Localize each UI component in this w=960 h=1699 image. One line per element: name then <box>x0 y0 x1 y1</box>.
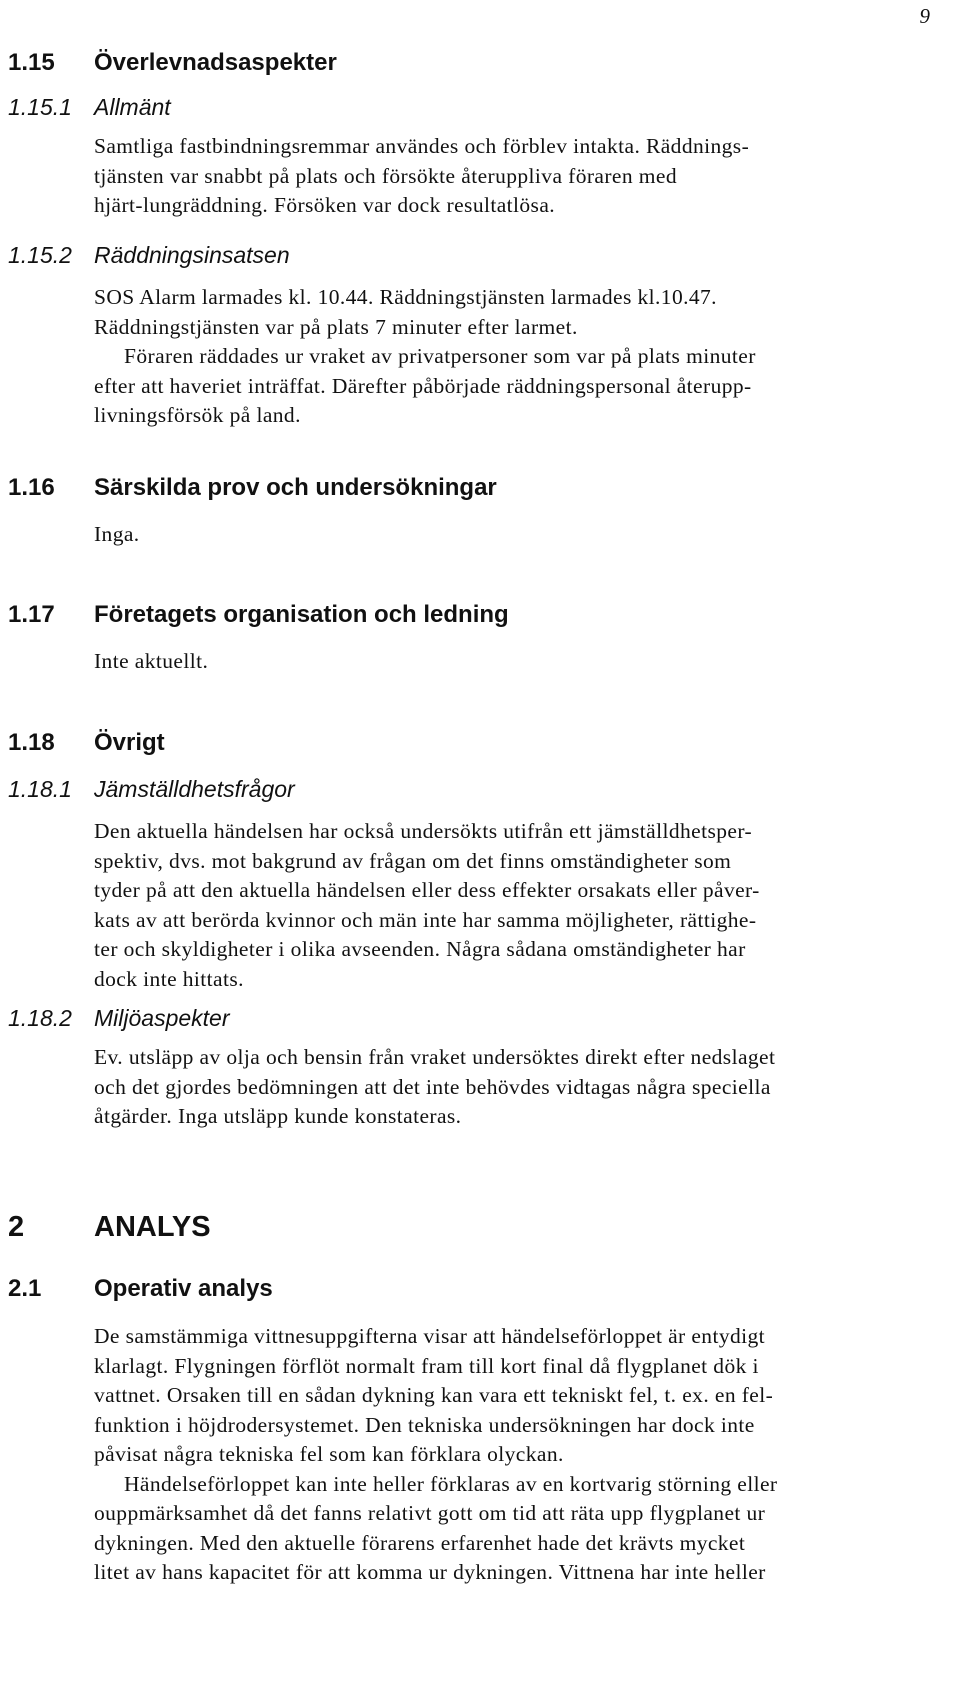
section-number: 2.1 <box>8 1275 42 1302</box>
paragraph-foretagets-organisation <box>94 647 938 677</box>
heading-1-16 <box>8 473 497 503</box>
heading-1-15 <box>8 48 337 78</box>
section-title: Övrigt <box>94 729 165 756</box>
text-line: dykningen. Med den aktuelle förarens erfarenhet hade det krävts mycket <box>94 1530 746 1555</box>
paragraph-sarskilda-prov <box>94 520 938 550</box>
section-number: 1.15 <box>8 49 55 76</box>
section-title: Särskilda prov och undersökningar <box>94 474 497 501</box>
section-title: Överlevnadsaspekter <box>94 49 337 76</box>
text-line: Inte aktuellt. <box>94 649 209 673</box>
text-line: spektiv, dvs. mot bakgrund av frågan om det finns omständigheter som <box>94 848 732 873</box>
section-number: 1.15.2 <box>8 242 72 268</box>
page-number: 9 <box>919 4 930 28</box>
section-title: ANALYS <box>94 1211 211 1243</box>
text-line: hjärt-lungräddning. Försöken var dock resultatlösa. <box>94 193 556 217</box>
paragraph-operativ-analys <box>94 1322 938 1588</box>
section-title: Räddningsinsatsen <box>94 242 290 268</box>
text-line: Ev. utsläpp av olja och bensin från vraket undersöktes direkt efter nedslaget <box>94 1045 776 1069</box>
text-line: SOS Alarm larmades kl. 10.44. Räddningstjänsten larmades kl.10.47. <box>94 285 717 309</box>
text-line: Inga. <box>94 522 140 546</box>
text-line: ouppmärksamhet då det fanns relativt gott om tid att räta upp flygplanet ur <box>94 1501 766 1525</box>
text-line: Den aktuella händelsen har också undersökts utifrån ett jämställdhetsper- <box>94 819 753 843</box>
heading-1-18 <box>8 728 165 758</box>
section-title: Operativ analys <box>94 1275 273 1302</box>
text-line: Föraren räddades ur vraket av privatpersoner som var på plats minuter <box>124 344 756 368</box>
text-line: Samtliga fastbindningsremmar användes och förblev intakta. Räddnings- <box>94 134 750 158</box>
text-line: tyder på att den aktuella händelsen eller dess effekter orsakats eller påver- <box>94 878 760 902</box>
heading-1-18-1 <box>8 774 295 804</box>
section-number: 1.18.1 <box>8 776 72 802</box>
heading-1-18-2 <box>8 1003 230 1033</box>
heading-2-1 <box>8 1274 273 1304</box>
section-number: 1.15.1 <box>8 94 72 120</box>
section-title: Företagets organisation och ledning <box>94 601 509 628</box>
text-line: och det gjordes bedömningen att det inte behövdes vidtagas några speciella <box>94 1074 771 1099</box>
section-number: 1.16 <box>8 474 55 501</box>
section-number: 1.18 <box>8 729 55 756</box>
paragraph-raddningsinsatsen <box>94 283 938 431</box>
text-line: dock inte hittats. <box>94 966 244 991</box>
section-title: Allmänt <box>94 94 171 120</box>
text-line: klarlagt. Flygningen förflöt normalt fram till kort final då flygplanet dök i <box>94 1353 759 1378</box>
text-line: ter och skyldigheter i olika avseenden. Några sådana omständigheter har <box>94 937 746 961</box>
heading-2 <box>8 1210 211 1244</box>
section-number: 1.17 <box>8 601 55 628</box>
text-line: vattnet. Orsaken till en sådan dykning kan vara ett tekniskt fel, t. ex. en fel- <box>94 1383 774 1407</box>
section-number: 1.18.2 <box>8 1005 72 1031</box>
text-line: Räddningstjänsten var på plats 7 minuter efter larmet. <box>94 314 578 339</box>
text-line: livningsförsök på land. <box>94 403 301 427</box>
paragraph-allmant <box>94 132 938 221</box>
heading-1-17 <box>8 600 509 630</box>
text-line: De samstämmiga vittnesuppgifterna visar att händelseförloppet är entydigt <box>94 1324 766 1348</box>
text-line: funktion i höjdrodersystemet. Den tekniska undersökningen har dock inte <box>94 1412 755 1437</box>
text-line: tjänsten var snabbt på plats och försökte återuppliva föraren med <box>94 163 678 188</box>
text-line: påvisat några tekniska fel som kan förklara olyckan. <box>94 1442 564 1466</box>
heading-1-15-2 <box>8 240 290 270</box>
text-line: åtgärder. Inga utsläpp kunde konstateras. <box>94 1104 462 1128</box>
section-title: Miljöaspekter <box>94 1005 230 1031</box>
text-line: litet av hans kapacitet för att komma ur dykningen. Vittnena har inte heller <box>94 1560 766 1584</box>
heading-1-15-1 <box>8 92 171 122</box>
text-line: kats av att berörda kvinnor och män inte har samma möjligheter, rättighe- <box>94 907 757 932</box>
paragraph-jamstalldhetsfragor <box>94 817 938 994</box>
paragraph-miljoaspekter <box>94 1043 938 1132</box>
section-title: Jämställdhetsfrågor <box>94 776 295 802</box>
section-number: 2 <box>8 1211 25 1243</box>
text-line: Händelseförloppet kan inte heller förklaras av en kortvarig störning eller <box>124 1471 778 1496</box>
text-line: efter att haveriet inträffat. Därefter påbörjade räddningspersonal återupp- <box>94 373 752 398</box>
